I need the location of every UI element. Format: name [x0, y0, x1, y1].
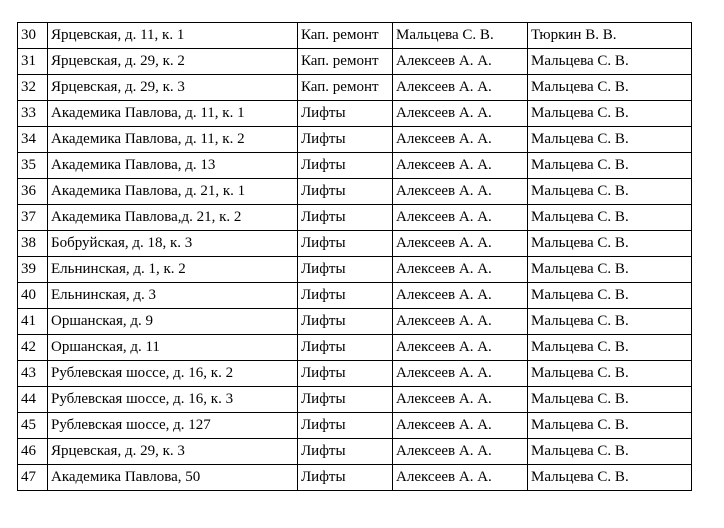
row-number: 36 — [18, 179, 48, 205]
address-cell: Академика Павлова,д. 21, к. 2 — [48, 205, 298, 231]
work-type-cell: Лифты — [298, 231, 393, 257]
address-cell: Академика Павлова, д. 11, к. 2 — [48, 127, 298, 153]
responsible-cell: Мальцева С. В. — [528, 335, 692, 361]
responsible-cell: Мальцева С. В. — [528, 49, 692, 75]
responsible-cell: Мальцева С. В. — [528, 205, 692, 231]
responsible-cell: Мальцева С. В. — [528, 257, 692, 283]
work-type-cell: Лифты — [298, 361, 393, 387]
row-number: 35 — [18, 153, 48, 179]
responsible-cell: Мальцева С. В. — [528, 465, 692, 491]
executor-cell: Алексеев А. А. — [393, 127, 528, 153]
responsible-cell: Мальцева С. В. — [528, 361, 692, 387]
table-row — [18, 179, 692, 205]
responsible-cell: Мальцева С. В. — [528, 283, 692, 309]
table-row — [18, 49, 692, 75]
address-cell: Академика Павлова, д. 13 — [48, 153, 298, 179]
table-row — [18, 153, 692, 179]
responsible-cell: Мальцева С. В. — [528, 439, 692, 465]
address-cell: Ельнинская, д. 3 — [48, 283, 298, 309]
work-type-cell: Лифты — [298, 309, 393, 335]
address-cell: Академика Павлова, д. 11, к. 1 — [48, 101, 298, 127]
work-type-cell: Лифты — [298, 283, 393, 309]
table-row — [18, 361, 692, 387]
table-row — [18, 205, 692, 231]
table-row — [18, 101, 692, 127]
responsible-cell: Мальцева С. В. — [528, 231, 692, 257]
work-type-cell: Лифты — [298, 439, 393, 465]
row-number: 31 — [18, 49, 48, 75]
table-row — [18, 283, 692, 309]
responsible-cell: Мальцева С. В. — [528, 153, 692, 179]
executor-cell: Алексеев А. А. — [393, 75, 528, 101]
address-cell: Рублевская шоссе, д. 127 — [48, 413, 298, 439]
row-number: 45 — [18, 413, 48, 439]
row-number: 46 — [18, 439, 48, 465]
responsible-cell: Мальцева С. В. — [528, 413, 692, 439]
address-cell: Рублевская шоссе, д. 16, к. 3 — [48, 387, 298, 413]
work-type-cell: Кап. ремонт — [298, 49, 393, 75]
row-number: 42 — [18, 335, 48, 361]
executor-cell: Алексеев А. А. — [393, 49, 528, 75]
row-number: 47 — [18, 465, 48, 491]
responsible-cell: Мальцева С. В. — [528, 179, 692, 205]
row-number: 39 — [18, 257, 48, 283]
executor-cell: Алексеев А. А. — [393, 257, 528, 283]
table-row — [18, 257, 692, 283]
executor-cell: Алексеев А. А. — [393, 283, 528, 309]
address-cell: Рублевская шоссе, д. 16, к. 2 — [48, 361, 298, 387]
executor-cell: Алексеев А. А. — [393, 439, 528, 465]
table-row — [18, 413, 692, 439]
work-type-cell: Лифты — [298, 127, 393, 153]
work-type-cell: Кап. ремонт — [298, 75, 393, 101]
executor-cell: Мальцева С. В. — [393, 23, 528, 49]
work-type-cell: Кап. ремонт — [298, 23, 393, 49]
executor-cell: Алексеев А. А. — [393, 205, 528, 231]
responsible-cell: Мальцева С. В. — [528, 75, 692, 101]
row-number: 33 — [18, 101, 48, 127]
table-row — [18, 23, 692, 49]
executor-cell: Алексеев А. А. — [393, 335, 528, 361]
table-row — [18, 335, 692, 361]
responsible-cell: Мальцева С. В. — [528, 101, 692, 127]
row-number: 37 — [18, 205, 48, 231]
row-number: 30 — [18, 23, 48, 49]
work-type-cell: Лифты — [298, 465, 393, 491]
work-type-cell: Лифты — [298, 153, 393, 179]
table-body — [18, 23, 692, 491]
table-row — [18, 127, 692, 153]
address-cell: Академика Павлова, д. 21, к. 1 — [48, 179, 298, 205]
address-cell: Ярцевская, д. 29, к. 3 — [48, 439, 298, 465]
work-type-cell: Лифты — [298, 205, 393, 231]
address-cell: Оршанская, д. 11 — [48, 335, 298, 361]
table-row — [18, 75, 692, 101]
executor-cell: Алексеев А. А. — [393, 465, 528, 491]
row-number: 41 — [18, 309, 48, 335]
table-row — [18, 231, 692, 257]
table-row — [18, 309, 692, 335]
work-type-cell: Лифты — [298, 101, 393, 127]
row-number: 38 — [18, 231, 48, 257]
row-number: 32 — [18, 75, 48, 101]
responsible-cell: Мальцева С. В. — [528, 387, 692, 413]
address-cell: Оршанская, д. 9 — [48, 309, 298, 335]
responsible-cell: Мальцева С. В. — [528, 127, 692, 153]
executor-cell: Алексеев А. А. — [393, 153, 528, 179]
executor-cell: Алексеев А. А. — [393, 413, 528, 439]
table-row — [18, 439, 692, 465]
row-number: 40 — [18, 283, 48, 309]
table-row — [18, 387, 692, 413]
executor-cell: Алексеев А. А. — [393, 361, 528, 387]
work-type-cell: Лифты — [298, 413, 393, 439]
address-cell: Ярцевская, д. 29, к. 2 — [48, 49, 298, 75]
executor-cell: Алексеев А. А. — [393, 231, 528, 257]
row-number: 43 — [18, 361, 48, 387]
address-cell: Бобруйская, д. 18, к. 3 — [48, 231, 298, 257]
responsible-cell: Тюркин В. В. — [528, 23, 692, 49]
responsible-cell: Мальцева С. В. — [528, 309, 692, 335]
address-cell: Ярцевская, д. 29, к. 3 — [48, 75, 298, 101]
executor-cell: Алексеев А. А. — [393, 309, 528, 335]
assignments-table — [17, 22, 692, 491]
address-cell: Ярцевская, д. 11, к. 1 — [48, 23, 298, 49]
work-type-cell: Лифты — [298, 387, 393, 413]
row-number: 34 — [18, 127, 48, 153]
executor-cell: Алексеев А. А. — [393, 387, 528, 413]
executor-cell: Алексеев А. А. — [393, 179, 528, 205]
table-row — [18, 465, 692, 491]
row-number: 44 — [18, 387, 48, 413]
executor-cell: Алексеев А. А. — [393, 101, 528, 127]
work-type-cell: Лифты — [298, 335, 393, 361]
address-cell: Академика Павлова, 50 — [48, 465, 298, 491]
work-type-cell: Лифты — [298, 179, 393, 205]
work-type-cell: Лифты — [298, 257, 393, 283]
address-cell: Ельнинская, д. 1, к. 2 — [48, 257, 298, 283]
